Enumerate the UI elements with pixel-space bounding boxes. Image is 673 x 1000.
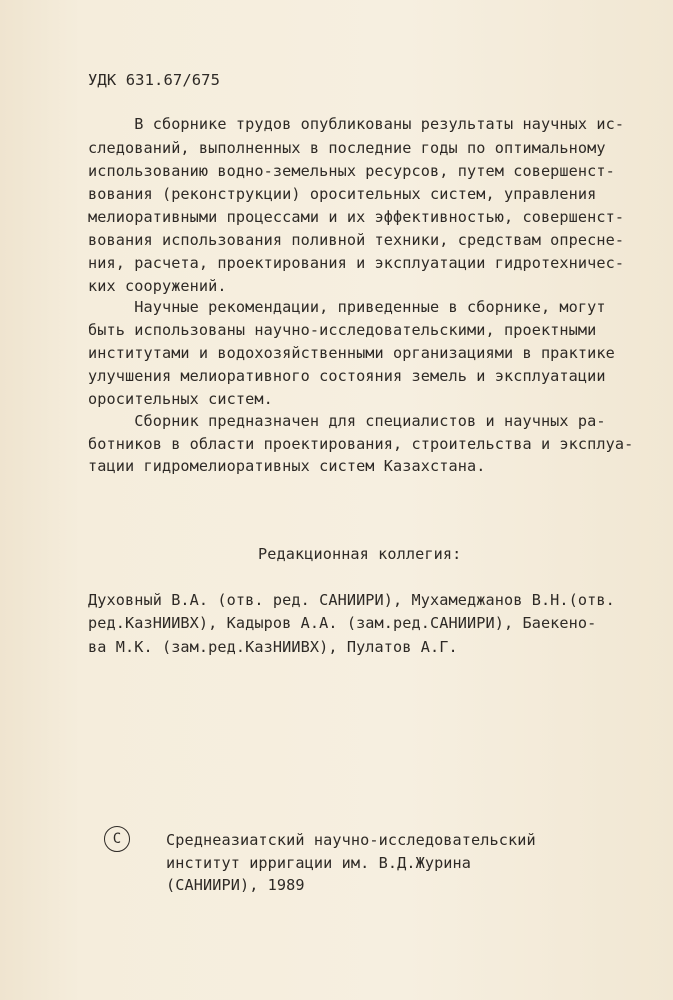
publisher-line: (САНИИРИ), 1989 [166, 876, 305, 894]
publisher-line: Среднеазиатский научно-исследовательский [166, 831, 536, 849]
abstract-line: ботников в области проектирования, строительства и эксплуа- [88, 435, 634, 453]
abstract-line: улучшения мелиоративного состояния земель и эксплуатации [88, 367, 606, 385]
copyright-icon: С [104, 826, 130, 852]
publisher-line: институт ирригации им. В.Д.Журина [166, 854, 472, 872]
abstract-line: Сборник предназначен для специалистов и научных ра- [88, 412, 606, 430]
abstract-line: В сборнике трудов опубликованы результаты научных ис- [88, 115, 625, 133]
abstract-line: Научные рекомендации, приведенные в сборнике, могут [88, 298, 606, 316]
editorial-board-title: Редакционная коллегия: [258, 545, 462, 563]
abstract-line: использованию водно-земельных ресурсов, путем совершенст- [88, 162, 615, 180]
editorial-board-line: ва М.К. (зам.ред.КазНИИВХ), Пулатов А.Г. [88, 638, 458, 656]
editorial-board-line: Духовный В.А. (отв. ред. САНИИРИ), Мухамеджанов В.Н.(отв. [88, 591, 615, 609]
abstract-line: быть использованы научно-исследовательскими, проектными [88, 321, 597, 339]
abstract-line: тации гидромелиоративных систем Казахстана. [88, 457, 486, 475]
abstract-line: ких сооружений. [88, 277, 227, 295]
abstract-line: мелиоративными процессами и их эффективностью, совершенст- [88, 208, 625, 226]
abstract-line: следований, выполненных в последние годы по оптимальному [88, 139, 606, 157]
abstract-line: ния, расчета, проектирования и эксплуатации гидротехничес- [88, 254, 625, 272]
abstract-line: вования использования поливной техники, средствам опресне- [88, 231, 625, 249]
abstract-line: институтами и водохозяйственными организациями в практике [88, 344, 615, 362]
editorial-board-line: ред.КазНИИВХ), Кадыров А.А. (зам.ред.САНИИРИ), Баекено- [88, 614, 597, 632]
abstract-line: оросительных систем. [88, 390, 273, 408]
udk-code: УДК 631.67/675 [88, 71, 221, 89]
abstract-line: вования (реконструкции) оросительных систем, управления [88, 185, 597, 203]
